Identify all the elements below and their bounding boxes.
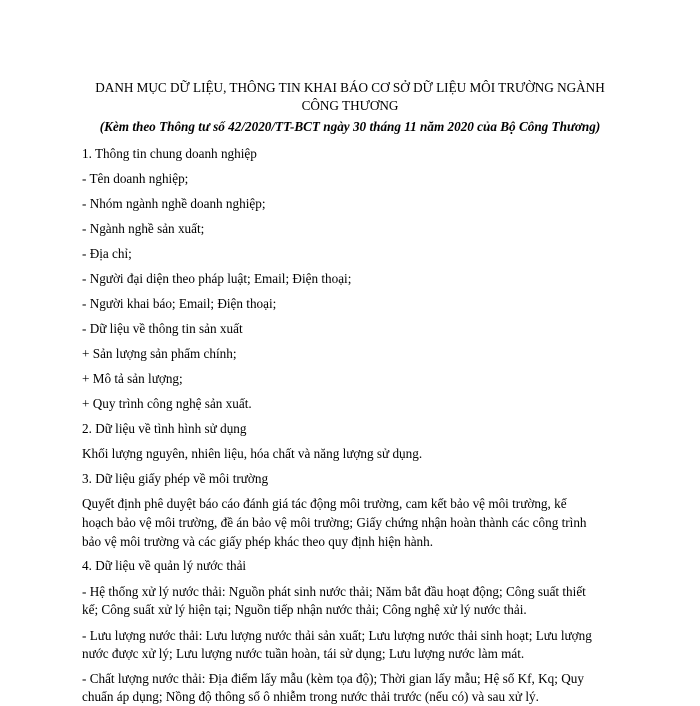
section3-line: Quyết định phê duyệt báo cáo đánh giá tác động môi trường, cam kết bảo vệ môi trường, kế <box>82 496 567 511</box>
section1-item: - Người đại diện theo pháp luật; Email; Điện thoại; <box>82 271 352 286</box>
section4-para2-line: - Lưu lượng nước thải: Lưu lượng nước thải sản xuất; Lưu lượng nước thải sinh hoạt; Lưu lượng <box>82 628 592 643</box>
section4-para3-line: - Chất lượng nước thải: Địa điểm lấy mẫu (kèm tọa độ); Thời gian lấy mẫu; Hệ số Kf, Kq; Quy <box>82 671 584 686</box>
section1-item: - Người khai báo; Email; Điện thoại; <box>82 296 277 311</box>
section1-item: + Mô tả sản lượng; <box>82 371 183 386</box>
section1-heading: 1. Thông tin chung doanh nghiệp <box>82 146 257 161</box>
section2-text: Khối lượng nguyên, nhiên liệu, hóa chất và năng lượng sử dụng. <box>82 446 423 461</box>
section4-para1-line: - Hệ thống xử lý nước thải: Nguồn phát sinh nước thải; Năm bắt đầu hoạt động; Công suất thiết <box>82 584 586 599</box>
section4-heading: 4. Dữ liệu về quản lý nước thải <box>82 558 247 573</box>
section1-item: - Dữ liệu về thông tin sản xuất <box>82 321 243 336</box>
section3-line: bảo vệ môi trường và các giấy phép khác theo quy định hiện hành. <box>82 534 434 549</box>
document-title-line2: CÔNG THƯƠNG <box>301 98 399 113</box>
section1-item: + Sản lượng sản phẩm chính; <box>82 346 237 361</box>
section3-heading: 3. Dữ liệu giấy phép về môi trường <box>82 471 269 486</box>
section1-item: - Địa chỉ; <box>82 246 132 261</box>
document-subtitle: (Kèm theo Thông tư số 42/2020/TT-BCT ngày 30 tháng 11 năm 2020 của Bộ Công Thương) <box>99 119 601 134</box>
section1-item: - Ngành nghề sản xuất; <box>82 221 205 236</box>
section4-para2-line: nước được xử lý; Lưu lượng nước tuần hoàn, tái sử dụng; Lưu lượng nước làm mát. <box>82 646 525 661</box>
document-title-line1: DANH MỤC DỮ LIỆU, THÔNG TIN KHAI BÁO CƠ SỞ DỮ LIỆU MÔI TRƯỜNG NGÀNH <box>95 80 605 95</box>
section2-heading: 2. Dữ liệu về tình hình sử dụng <box>82 421 247 436</box>
section1-item: + Quy trình công nghệ sản xuất. <box>82 396 252 411</box>
section1-item: - Nhóm ngành nghề doanh nghiệp; <box>82 196 266 211</box>
section4-para3-line: chuẩn áp dụng; Nồng độ thông số ô nhiễm trong nước thải trước (nếu có) và sau xử lý. <box>82 689 539 704</box>
section1-item: - Tên doanh nghiệp; <box>82 171 189 186</box>
section3-line: hoạch bảo vệ môi trường, đề án bảo vệ môi trường; Giấy chứng nhận hoàn thành các công trình <box>82 515 587 530</box>
section4-para1-line: kế; Công suất xử lý hiện tại; Nguồn tiếp nhận nước thải; Công nghệ xử lý nước thải. <box>82 602 527 617</box>
